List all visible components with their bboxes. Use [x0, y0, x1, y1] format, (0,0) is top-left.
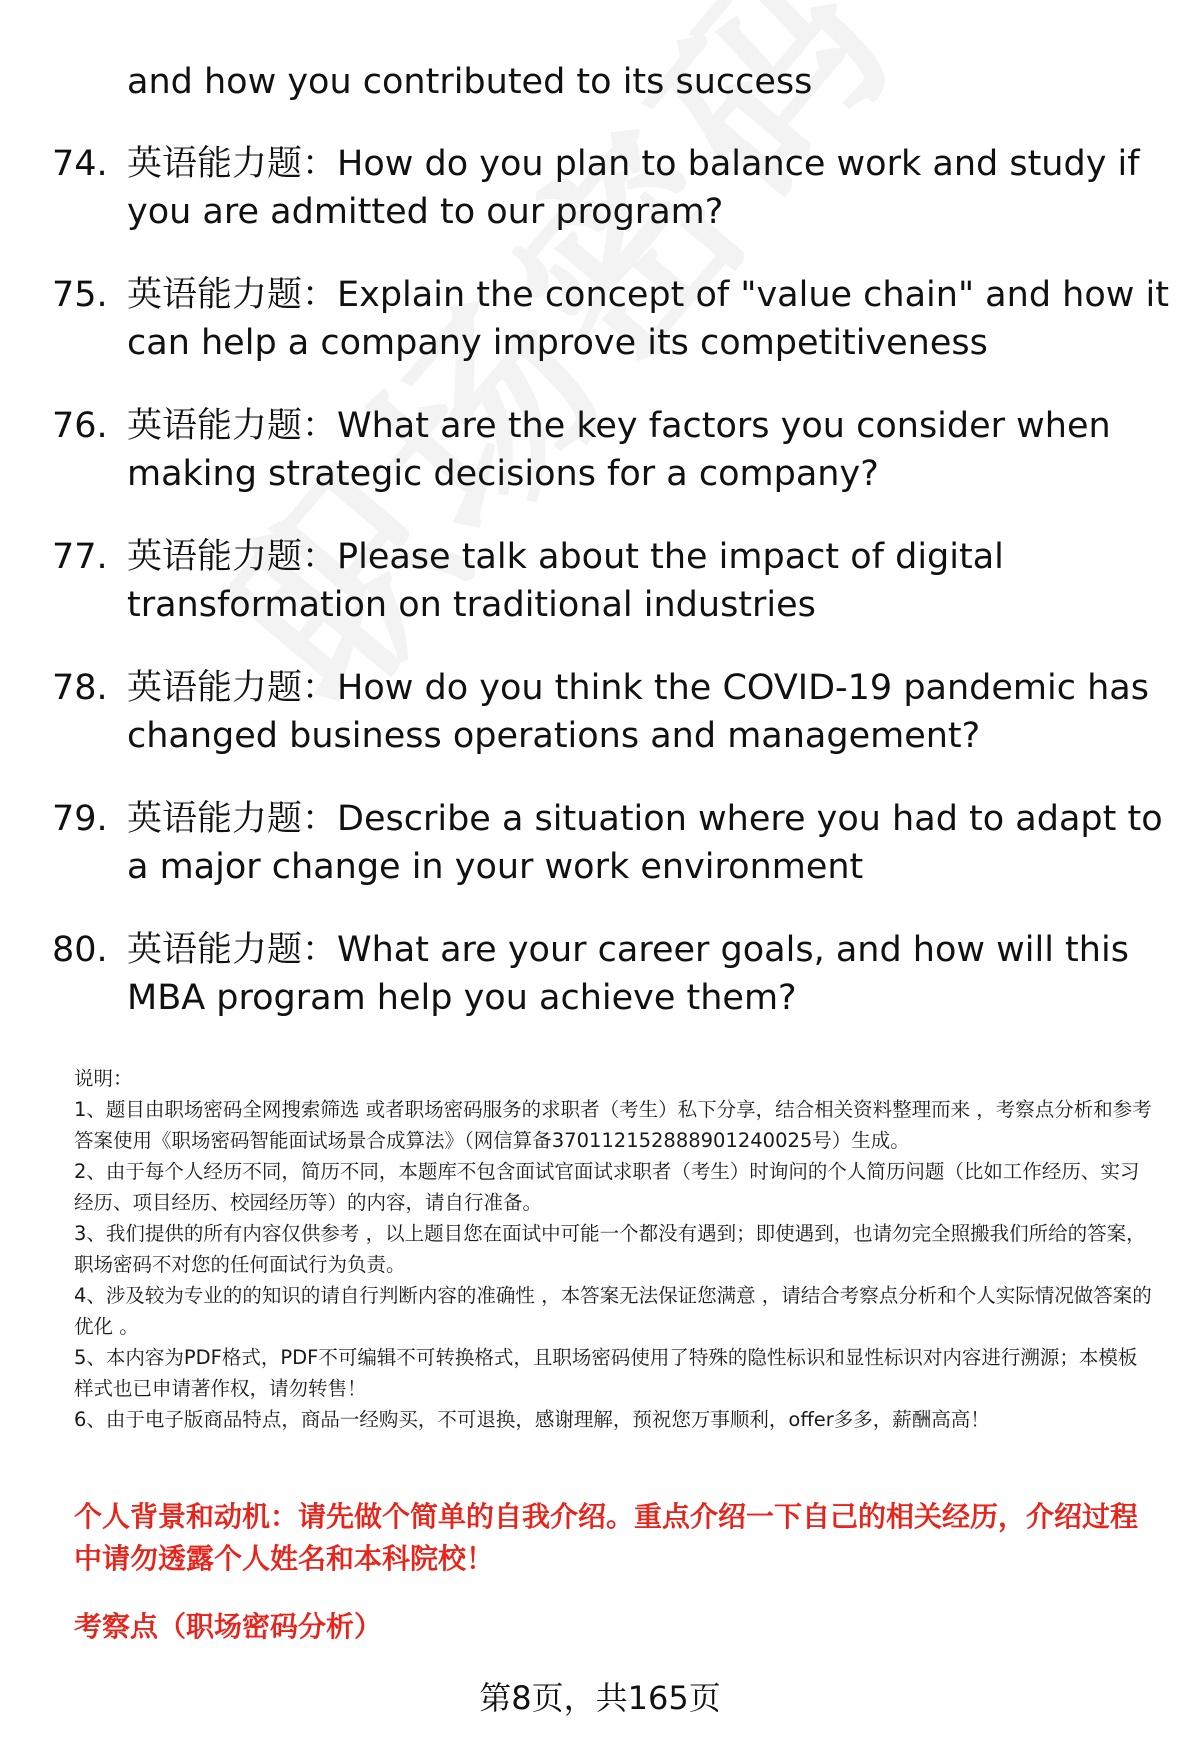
question-text: 英语能力题：What are the key factors you consider when making strategic decisions for a company? [127, 406, 1111, 494]
question-number: 76. [52, 406, 108, 446]
question-item [52, 533, 1172, 629]
question-number: 79. [52, 799, 108, 839]
question-item [52, 402, 1172, 498]
note-item: 4、涉及较为专业的的知识的请自行判断内容的准确性 ，本答案无法保证您满意 ，请结合考察点分析和个人实际情况做答案的优化 。 [74, 1284, 1152, 1338]
question-text: 英语能力题：Describe a situation where you had to adapt to a major change in your work environment [127, 799, 1163, 887]
question-number: 74. [52, 144, 108, 184]
analysis-heading: 考察点（职场密码分析） [74, 1610, 383, 1643]
question-item [52, 795, 1172, 891]
question-item [52, 926, 1172, 1022]
question-number: 78. [52, 668, 108, 708]
question-number: 75. [52, 275, 108, 315]
notes-section [74, 1063, 1154, 1435]
question-text: 英语能力题：How do you plan to balance work and study if you are admitted to our program? [127, 144, 1140, 232]
question-text: 英语能力题：What are your career goals, and how will this MBA program help you achieve them? [127, 930, 1129, 1018]
page-number: 第8页，共165页 [479, 1679, 721, 1717]
question-continuation: and how you contributed to its success [127, 62, 813, 102]
question-item [52, 664, 1172, 760]
question-number: 80. [52, 930, 108, 970]
question-text: 英语能力题：How do you think the COVID-19 pandemic has changed business operations and management? [127, 668, 1149, 756]
question-number: 77. [52, 537, 108, 577]
question-text: 英语能力题：Please talk about the impact of digital transformation on traditional industries [127, 537, 1004, 625]
note-item: 2、由于每个人经历不同，简历不同，本题库不包含面试官面试求职者（考生）时询问的个人简历问题（比如工作经历、实习经历、项目经历、校园经历等）的内容，请自行准备。 [74, 1160, 1140, 1214]
question-item [52, 140, 1172, 236]
question-list [52, 140, 1172, 1057]
note-item: 1、题目由职场密码全网搜索筛选 或者职场密码服务的求职者（考生）私下分享，结合相关资料整理而来 ，考察点分析和参考答案使用《职场密码智能面试场景合成算法》（网信算备370112152888901240025号）生成。 [74, 1098, 1152, 1152]
section-heading: 个人背景和动机：请先做个简单的自我介绍。重点介绍一下自己的相关经历，介绍过程中请勿透露个人姓名和本科院校！ [74, 1500, 1139, 1575]
note-item: 3、我们提供的所有内容仅供参考 ，以上题目您在面试中可能一个都没有遇到；即使遇到，也请勿完全照搬我们所给的答案，职场密码不对您的任何面试行为负责。 [74, 1222, 1146, 1276]
note-item: 6、由于电子版商品特点，商品一经购买，不可退换，感谢理解，预祝您万事顺利，offer多多，薪酬高高！ [74, 1408, 990, 1431]
question-item [52, 271, 1172, 367]
notes-title: 说明： [74, 1067, 133, 1090]
question-text: 英语能力题：Explain the concept of "value chain" and how it can help a company improve its competitiveness [127, 275, 1169, 363]
note-item: 5、本内容为PDF格式，PDF不可编辑不可转换格式，且职场密码使用了特殊的隐性标识和显性标识对内容进行溯源；本模板样式也已申请著作权，请勿转售！ [74, 1346, 1138, 1400]
